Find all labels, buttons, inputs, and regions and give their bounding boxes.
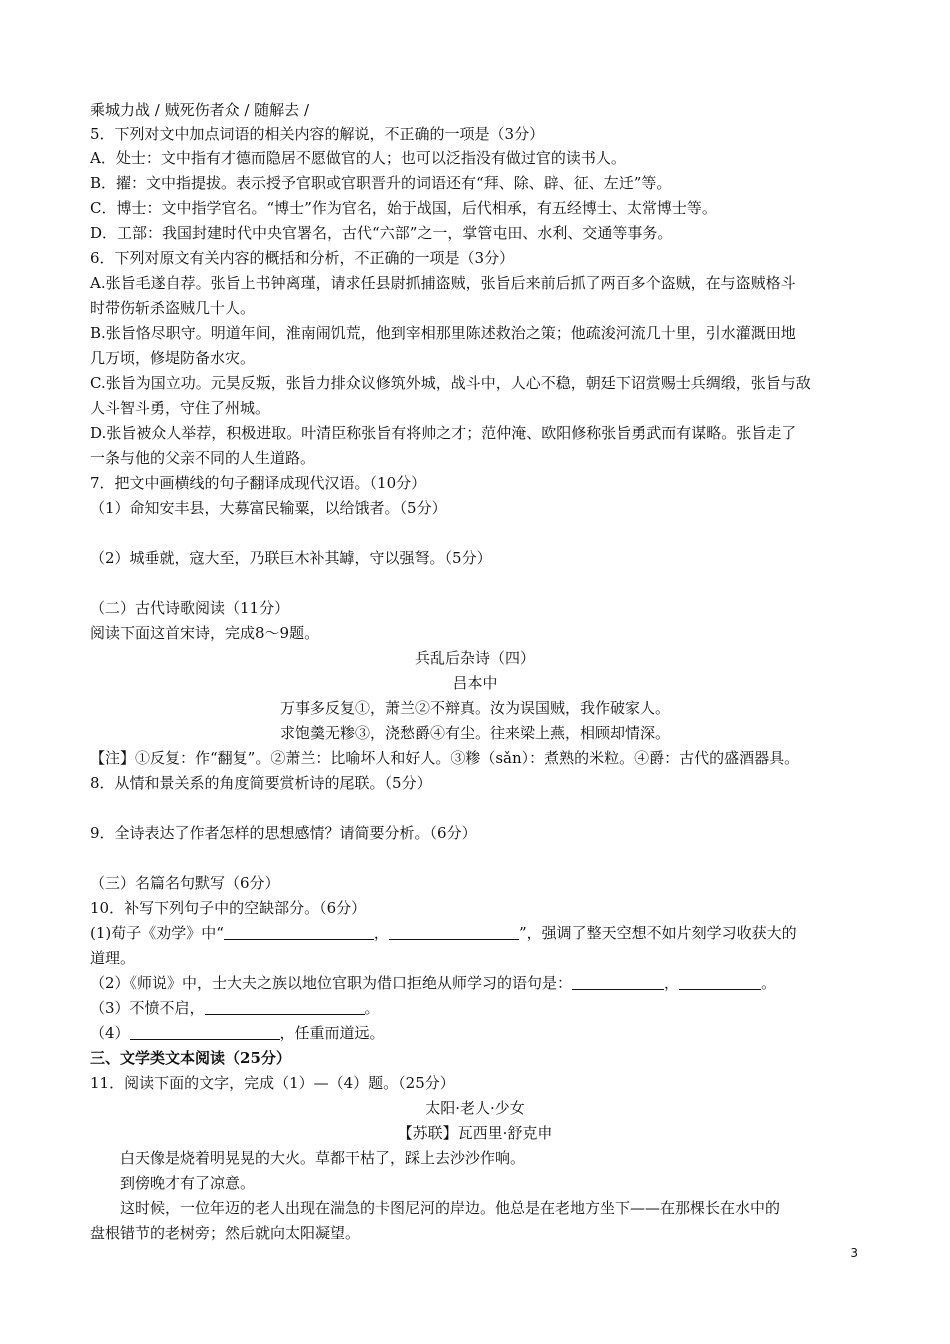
section-heading: （三）名篇名句默写（6分） (90, 874, 280, 892)
question-5-option-b: B．擢：文中指提拔。表示授予官职或官职晋升的词语还有“拜、除、辟、征、左迁”等。 (90, 174, 672, 192)
fill-blank[interactable] (130, 1023, 280, 1040)
question-10-stem: 10．补写下列句子中的空缺部分。（6分） (90, 899, 367, 917)
fill-text: 。 (761, 974, 777, 992)
question-7-part-1: （1）命知安丰县，大募富民输粟，以给饿者。（5分） (90, 499, 447, 517)
fill-line-3 (90, 996, 870, 1020)
text-line: 几万顷，修堤防备水灾。 (90, 349, 256, 367)
poem-line: 求饱羹无糁③，浇愁爵④有尘。往来梁上燕，相顾却情深。 (279, 724, 670, 742)
fill-blank[interactable] (389, 923, 519, 940)
fill-text: （2）《师说》中，士大夫之族以地位官职为借口拒绝从师学习的语句是： (90, 974, 573, 992)
text-line: 时带伤斩杀盗贼几十人。 (90, 299, 256, 317)
text-line: 人斗智斗勇，守住了州城。 (90, 399, 271, 417)
question-9: 9．全诗表达了作者怎样的思想感情？请简要分析。（6分） (90, 824, 477, 842)
fill-text: ”，强调了整天空想不如片刻学习收获大的 (518, 924, 797, 942)
fill-blank[interactable] (679, 973, 761, 990)
fill-text: ，任重而道远。 (279, 1024, 385, 1042)
fill-text: （3）不愤不启， (90, 999, 205, 1017)
fill-line-2 (90, 971, 870, 995)
question-6-stem: 6．下列对原文有关内容的概括和分析，不正确的一项是（3分） (90, 249, 515, 267)
question-7-stem: 7．把文中画横线的句子翻译成现代汉语。（10分） (90, 474, 427, 492)
question-7-part-2: （2）城垂就，寇大至，乃联巨木补其罅，守以强弩。（5分） (90, 549, 492, 567)
question-6-option-a: A.张旨毛遂自荐。张旨上书钟离瑾，请求任县尉抓捕盗贼，张旨后来前后抓了两百多个盗贼，在与盗贼格斗 (90, 274, 796, 292)
poem-author: 吕本中 (452, 674, 498, 692)
question-5-option-c: C．博士：文中指学官名。“博士”作为官名，始于战国，后代相承，有五经博士、太常博士等。 (90, 199, 717, 217)
poem-notes: 【注】①反复：作“翻复”。②萧兰：比喻坏人和好人。③糁（sǎn）：煮熟的米粒。④爵：古代的盛酒器具。 (90, 749, 800, 767)
section-heading: 三、文学类文本阅读（25分） (90, 1049, 291, 1067)
story-paragraph: 到傍晚才有了凉意。 (120, 1174, 256, 1192)
text-line: 盘根错节的老树旁；然后就向太阳凝望。 (90, 1224, 361, 1242)
question-6-option-d: D.张旨被众人举荐，积极进取。叶清臣称张旨有将帅之才；范仲淹、欧阳修称张旨勇武而有谋略。张旨走了 (90, 424, 797, 442)
story-title: 太阳·老人·少女 (425, 1099, 525, 1117)
fill-line-1 (90, 921, 870, 945)
fill-text: ， (664, 974, 680, 992)
text-line: 一条与他的父亲不同的人生道路。 (90, 449, 316, 467)
fill-blank[interactable] (224, 923, 374, 940)
poem-title: 兵乱后杂诗（四） (414, 649, 535, 667)
story-paragraph: 这时候，一位年迈的老人出现在湍急的卡图尼河的岸边。他总是在老地方坐下——在那棵长在水中的 (120, 1199, 781, 1217)
question-11-stem: 11．阅读下面的文字，完成（1）—（4）题。（25分） (90, 1074, 455, 1092)
fill-text: (1)荀子《劝学》中“ (90, 924, 224, 942)
question-6-option-b: B.张旨恪尽职守。明道年间，淮南闹饥荒，他到宰相那里陈述救治之策；他疏浚河流几十里，引水灌溉田地 (90, 324, 796, 342)
question-5-stem: 5．下列对文中加点词语的相关内容的解说，不正确的一项是（3分） (90, 125, 545, 143)
question-5-option-d: D．工部：我国封建时代中央官署名，古代“六部”之一，掌管屯田、水利、交通等事务。 (90, 224, 673, 242)
fill-blank[interactable] (205, 998, 365, 1015)
question-5-option-a: A．处士：文中指有才德而隐居不愿做官的人；也可以泛指没有做过官的读书人。 (90, 149, 626, 167)
fill-text: 。 (364, 999, 380, 1017)
story-author: 【苏联】瓦西里·舒克申 (397, 1124, 553, 1142)
poem-line: 万事多反复①，萧兰②不辩真。汝为误国贼，我作破家人。 (279, 699, 670, 717)
text-line: 道理。 (90, 949, 136, 967)
fill-text: （4） (90, 1024, 130, 1042)
story-paragraph: 白天像是烧着明晃晃的大火。草都干枯了，踩上去沙沙作响。 (120, 1149, 526, 1167)
page-number: 3 (850, 1246, 858, 1260)
question-8: 8．从情和景关系的角度简要赏析诗的尾联。（5分） (90, 774, 432, 792)
fill-text: ， (373, 924, 389, 942)
fill-line-4 (90, 1021, 870, 1045)
question-6-option-c: C.张旨为国立功。元昊反叛，张旨力排众议修筑外城，战斗中，人心不稳，朝廷下诏赏赐士兵绸缎，张旨与敌 (90, 374, 811, 392)
text-line: 乘城力战 / 贼死伤者众 / 随解去 / (90, 101, 310, 119)
section-heading: （二）古代诗歌阅读（11分） (90, 599, 290, 617)
fill-blank[interactable] (572, 973, 664, 990)
text-line: 阅读下面这首宋诗，完成8～9题。 (90, 624, 320, 642)
